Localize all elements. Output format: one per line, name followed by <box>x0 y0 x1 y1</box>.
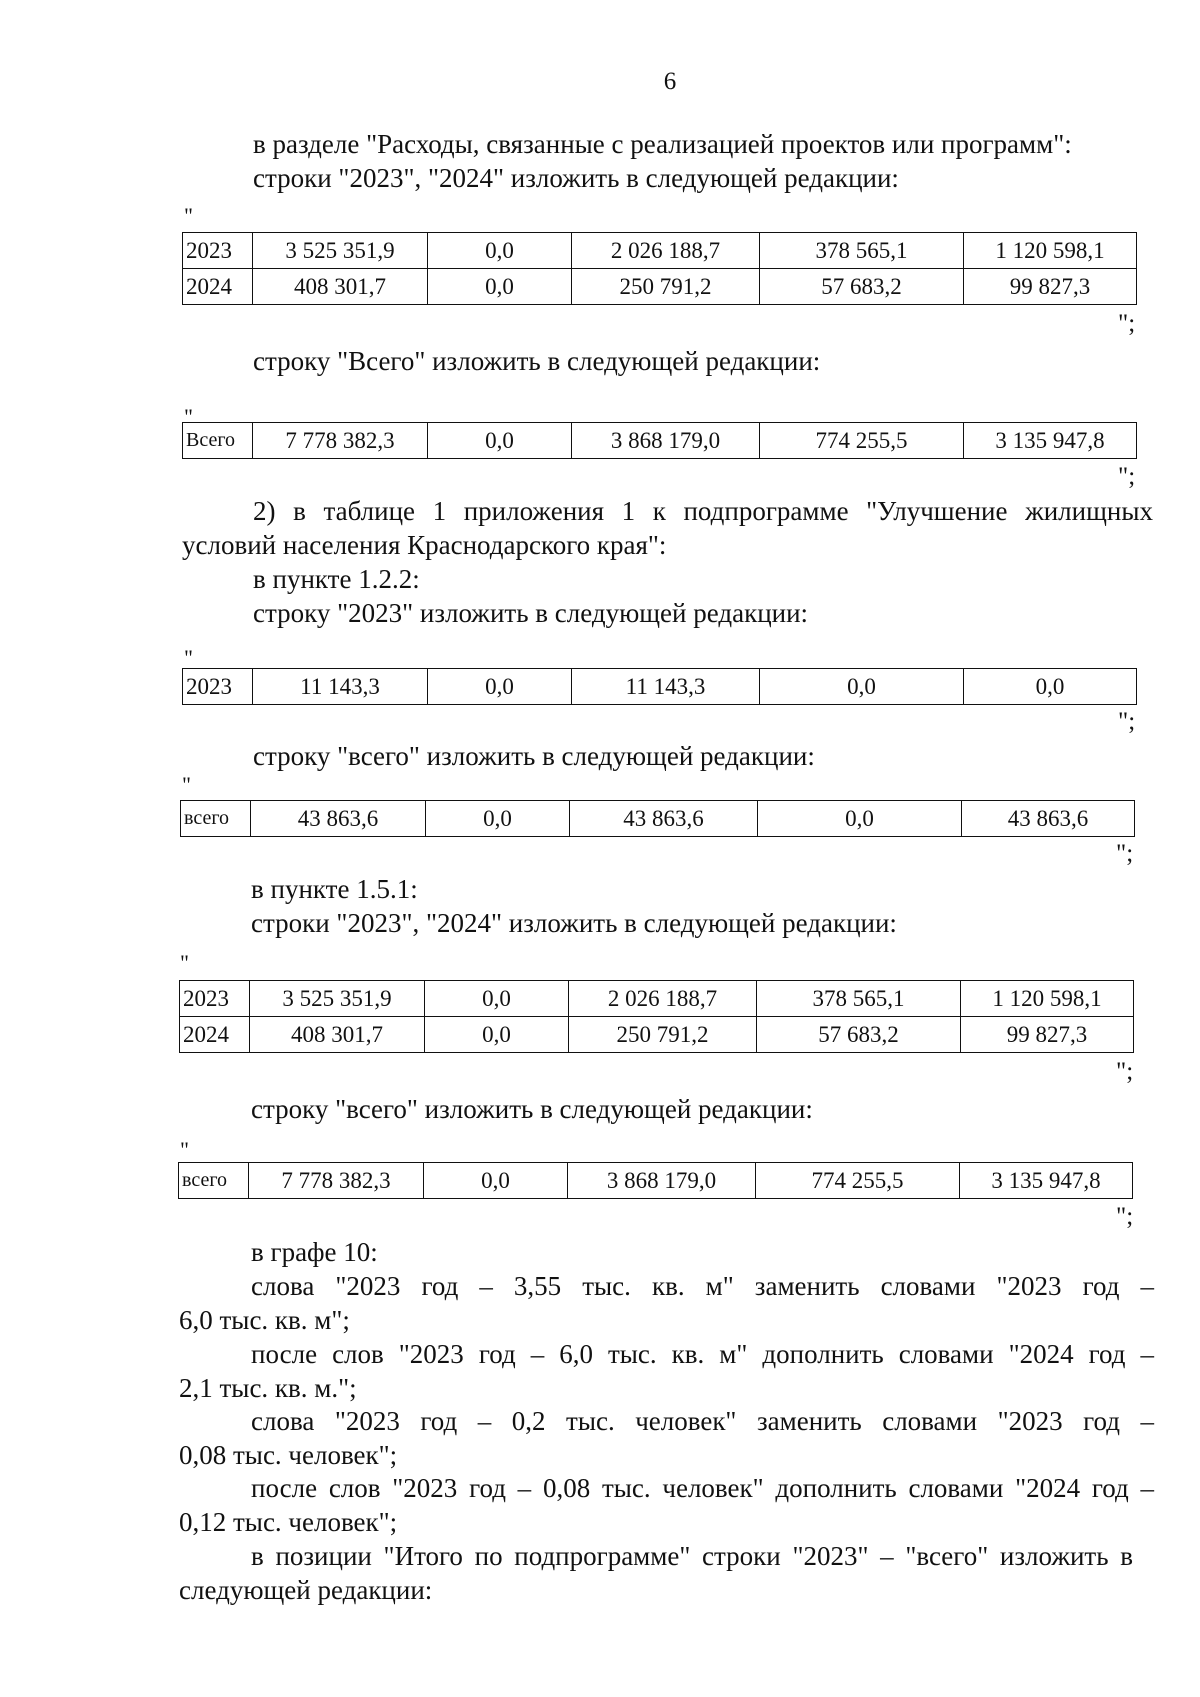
paragraph-line: строку "2023" изложить в следующей редакции: <box>253 598 809 628</box>
value-cell: 378 565,1 <box>757 981 961 1017</box>
value-cell: 7 778 382,3 <box>249 1163 424 1199</box>
paragraph-line: строку "Всего" изложить в следующей редакции: <box>253 346 821 376</box>
paragraph-line: строку "всего" изложить в следующей редакции: <box>251 1094 813 1124</box>
value-cell: 0,0 <box>425 1017 569 1053</box>
value-cell: 99 827,3 <box>964 269 1137 305</box>
row-label-cell: 2024 <box>180 1017 250 1053</box>
value-cell: 0,0 <box>758 801 962 837</box>
value-cell: 2 026 188,7 <box>569 981 757 1017</box>
value-cell: 408 301,7 <box>250 1017 425 1053</box>
close-quote: "; <box>1116 1203 1134 1230</box>
row-label-cell: Всего <box>183 423 253 459</box>
value-cell: 3 135 947,8 <box>964 423 1137 459</box>
table-row <box>183 423 1137 459</box>
paragraph-line: 6,0 тыс. кв. м"; <box>179 1305 350 1335</box>
value-cell: 43 863,6 <box>570 801 758 837</box>
value-cell: 43 863,6 <box>251 801 426 837</box>
paragraph-line: в разделе "Расходы, связанные с реализацией проектов или программ": <box>253 129 1072 159</box>
open-quote: " <box>182 772 191 797</box>
paragraph-line: в пункте 1.5.1: <box>251 874 418 904</box>
data-table <box>179 980 1134 1053</box>
value-cell: 0,0 <box>424 1163 568 1199</box>
paragraph-line: слова "2023 год – 0,2 тыс. человек" заменить словами "2023 год – <box>251 1406 1154 1436</box>
close-quote: "; <box>1116 840 1134 867</box>
paragraph-line: слова "2023 год – 3,55 тыс. кв. м" заменить словами "2023 год – <box>251 1271 1154 1301</box>
value-cell: 0,0 <box>428 269 572 305</box>
value-cell: 57 683,2 <box>760 269 964 305</box>
value-cell: 3 868 179,0 <box>568 1163 756 1199</box>
value-cell: 774 255,5 <box>760 423 964 459</box>
table-row <box>180 981 1134 1017</box>
row-label-cell: всего <box>179 1163 249 1199</box>
value-cell: 7 778 382,3 <box>253 423 428 459</box>
value-cell: 378 565,1 <box>760 233 964 269</box>
paragraph-line: в пункте 1.2.2: <box>253 564 420 594</box>
value-cell: 2 026 188,7 <box>572 233 760 269</box>
paragraph-line: в позиции "Итого по подпрограмме" строки "2023" – "всего" изложить в <box>251 1541 1133 1571</box>
value-cell: 1 120 598,1 <box>961 981 1134 1017</box>
value-cell: 0,0 <box>428 423 572 459</box>
open-quote: " <box>180 950 189 975</box>
open-quote: " <box>184 203 193 228</box>
value-cell: 11 143,3 <box>253 669 428 705</box>
value-cell: 1 120 598,1 <box>964 233 1137 269</box>
row-label-cell: 2023 <box>180 981 250 1017</box>
paragraph-line: следующей редакции: <box>179 1575 433 1605</box>
row-label-cell: всего <box>181 801 251 837</box>
table-row <box>183 233 1137 269</box>
table-row <box>180 1017 1134 1053</box>
value-cell: 0,0 <box>964 669 1137 705</box>
value-cell: 57 683,2 <box>757 1017 961 1053</box>
open-quote: " <box>184 404 193 429</box>
close-quote: "; <box>1116 1058 1134 1085</box>
data-table <box>180 800 1135 837</box>
value-cell: 0,0 <box>425 981 569 1017</box>
paragraph-line: 0,12 тыс. человек"; <box>179 1507 398 1537</box>
paragraph-line: в графе 10: <box>251 1237 378 1267</box>
value-cell: 99 827,3 <box>961 1017 1134 1053</box>
close-quote: "; <box>1118 708 1136 735</box>
data-table <box>182 232 1137 305</box>
data-table <box>182 668 1137 705</box>
table-row <box>183 669 1137 705</box>
row-label-cell: 2024 <box>183 269 253 305</box>
paragraph-line: 0,08 тыс. человек"; <box>179 1440 398 1470</box>
paragraph-line: строки "2023", "2024" изложить в следующей редакции: <box>251 908 897 938</box>
close-quote: "; <box>1118 463 1136 490</box>
value-cell: 3 525 351,9 <box>250 981 425 1017</box>
table-row <box>181 801 1135 837</box>
value-cell: 0,0 <box>426 801 570 837</box>
value-cell: 11 143,3 <box>572 669 760 705</box>
row-label-cell: 2023 <box>183 669 253 705</box>
paragraph-line: строки "2023", "2024" изложить в следующей редакции: <box>253 163 899 193</box>
value-cell: 0,0 <box>428 669 572 705</box>
page-number: 6 <box>663 68 677 95</box>
data-table <box>182 422 1137 459</box>
value-cell: 43 863,6 <box>962 801 1135 837</box>
value-cell: 250 791,2 <box>572 269 760 305</box>
paragraph-line: строку "всего" изложить в следующей редакции: <box>253 741 815 771</box>
paragraph-line: 2) в таблице 1 приложения 1 к подпрограмме "Улучшение жилищных <box>253 496 1153 526</box>
paragraph-line: после слов "2023 год – 6,0 тыс. кв. м" дополнить словами "2024 год – <box>251 1339 1154 1369</box>
value-cell: 408 301,7 <box>253 269 428 305</box>
close-quote: "; <box>1118 310 1136 337</box>
row-label-cell: 2023 <box>183 233 253 269</box>
open-quote: " <box>184 645 193 670</box>
value-cell: 774 255,5 <box>756 1163 960 1199</box>
value-cell: 3 868 179,0 <box>572 423 760 459</box>
paragraph-line: условий населения Краснодарского края": <box>182 530 667 560</box>
table-row <box>183 269 1137 305</box>
value-cell: 250 791,2 <box>569 1017 757 1053</box>
value-cell: 3 135 947,8 <box>960 1163 1133 1199</box>
value-cell: 0,0 <box>428 233 572 269</box>
data-table <box>178 1162 1133 1199</box>
value-cell: 0,0 <box>760 669 964 705</box>
paragraph-line: 2,1 тыс. кв. м."; <box>179 1373 357 1403</box>
table-row <box>179 1163 1133 1199</box>
open-quote: " <box>180 1137 189 1162</box>
paragraph-line: после слов "2023 год – 0,08 тыс. человек" дополнить словами "2024 год – <box>251 1473 1154 1503</box>
value-cell: 3 525 351,9 <box>253 233 428 269</box>
